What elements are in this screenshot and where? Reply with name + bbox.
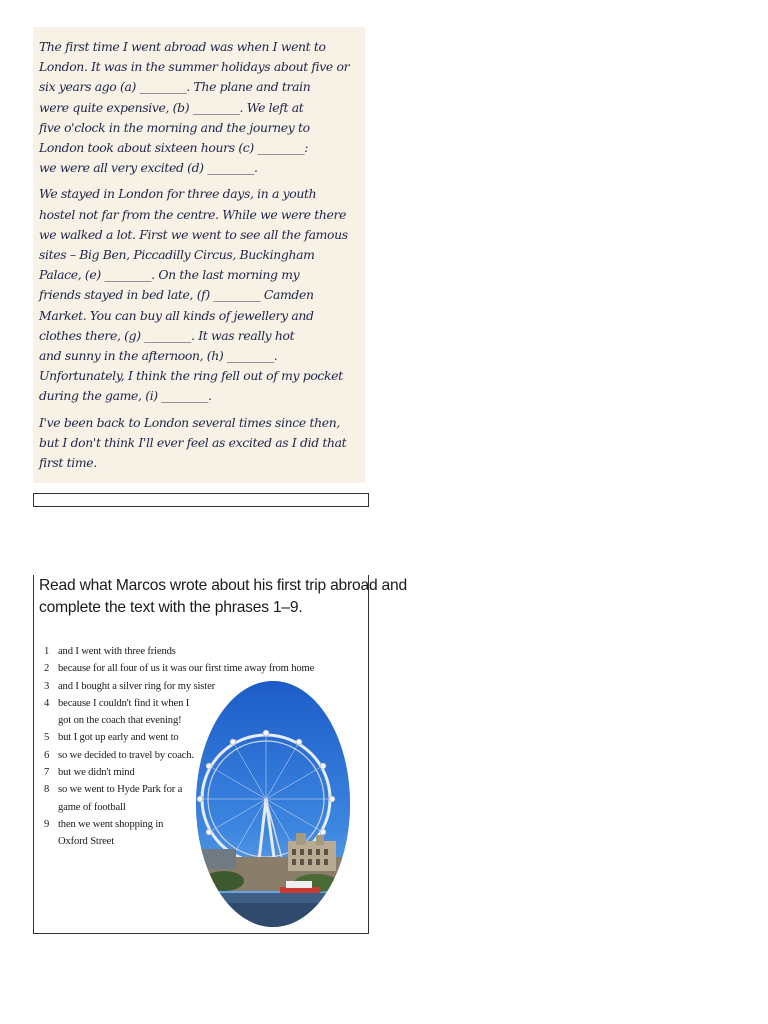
phrase-line: so we decided to travel by coach. (58, 749, 194, 761)
phrase-item (44, 643, 224, 660)
letter-line: London took about sixteen hours (c) ________: (39, 140, 309, 156)
phrase-line: Oxford Street (58, 836, 115, 848)
phrase-number: 5 (44, 732, 50, 744)
london-eye-illustration (196, 681, 350, 927)
letter-line: six years ago (a) ________. The plane and train (39, 79, 311, 95)
phrase-line: but I got up early and went to (58, 732, 179, 744)
phrase-line: because for all four of us it was our first time away from home (58, 663, 315, 675)
phrase-line: so we went to Hyde Park for a (58, 784, 183, 796)
letter-line: sites – Big Ben, Piccadilly Circus, Buckingham (39, 247, 315, 263)
letter-line: hostel not far from the centre. While we were there (39, 206, 347, 222)
letter-line: but I don't think I'll ever feel as excited as I did that (39, 434, 347, 450)
letter-line: during the game, (i) ________. (39, 388, 212, 404)
letter-line: The first time I went abroad was when I went to (39, 39, 326, 54)
phrase-number: 7 (44, 767, 50, 779)
phrase-item (44, 695, 224, 730)
letter-line: five o'clock in the morning and the journey to (39, 119, 310, 135)
phrase-text (58, 816, 163, 851)
phrase-text (58, 781, 182, 816)
phrase-text (58, 729, 179, 746)
exercise-card (33, 575, 407, 934)
phrase-text (58, 643, 176, 660)
letter-line: We stayed in London for three days, in a youth (39, 186, 317, 202)
phrase-text (58, 660, 314, 677)
phrase-item (44, 729, 224, 746)
letter-line: London. It was in the summer holidays about five or (39, 59, 350, 75)
instruction-line: complete the text with the phrases 1–9. (39, 599, 303, 616)
letter-line: clothes there, (g) ________. It was really hot (39, 327, 295, 343)
phrase-text (58, 747, 194, 764)
letter-line: and sunny in the afternoon, (h) ________. (39, 348, 278, 364)
letter-paragraph (39, 184, 359, 406)
phrase-text (58, 764, 135, 781)
phrase-number: 1 (44, 646, 50, 657)
phrase-line: and I went with three friends (58, 646, 176, 657)
letter-paragraph (39, 413, 359, 474)
letter-text (39, 37, 359, 473)
phrase-number: 8 (44, 784, 50, 796)
letter-line: friends stayed in bed late, (f) ________ Camden (39, 287, 314, 303)
phrase-item (44, 678, 224, 695)
phrase-number: 6 (44, 749, 50, 761)
phrase-line: got on the coach that evening! (58, 715, 182, 727)
letter-line: first time. (39, 455, 97, 471)
instruction-line: Read what Marcos wrote about his first trip abroad and (39, 577, 407, 594)
letter-line: were quite expensive, (b) ________. We left at (39, 99, 304, 115)
phrase-line: and I bought a silver ring for my sister (58, 680, 215, 692)
phrase-number: 4 (44, 697, 50, 709)
letter-line: I've been back to London several times since then, (39, 414, 340, 430)
phrase-line: game of football (58, 801, 126, 813)
letter-paragraph (39, 37, 359, 178)
exercise-instructions (39, 575, 407, 619)
phrase-line: then we went shopping in (58, 818, 164, 830)
phrase-item (44, 660, 315, 677)
phrase-number: 2 (44, 663, 50, 675)
phrase-text (58, 678, 215, 695)
empty-answer-box (33, 493, 369, 507)
phrase-item (44, 747, 224, 764)
handwritten-letter (33, 27, 365, 483)
phrase-line: because I couldn't find it when I (58, 697, 190, 709)
phrase-number: 9 (44, 818, 50, 830)
letter-line: we walked a lot. First we went to see all the famous (39, 226, 348, 242)
phrase-line: but we didn't mind (58, 767, 135, 779)
phrase-text (58, 695, 189, 730)
phrase-number: 3 (44, 680, 50, 692)
phrase-panel (36, 635, 349, 927)
letter-line: Palace, (e) ________. On the last morning my (39, 267, 300, 283)
letter-line: Market. You can buy all kinds of jewellery and (39, 307, 314, 323)
letter-line: we were all very excited (d) ________. (39, 160, 258, 176)
letter-line: Unfortunately, I think the ring fell out of my pocket (39, 368, 343, 384)
london-eye-photo (196, 681, 350, 927)
